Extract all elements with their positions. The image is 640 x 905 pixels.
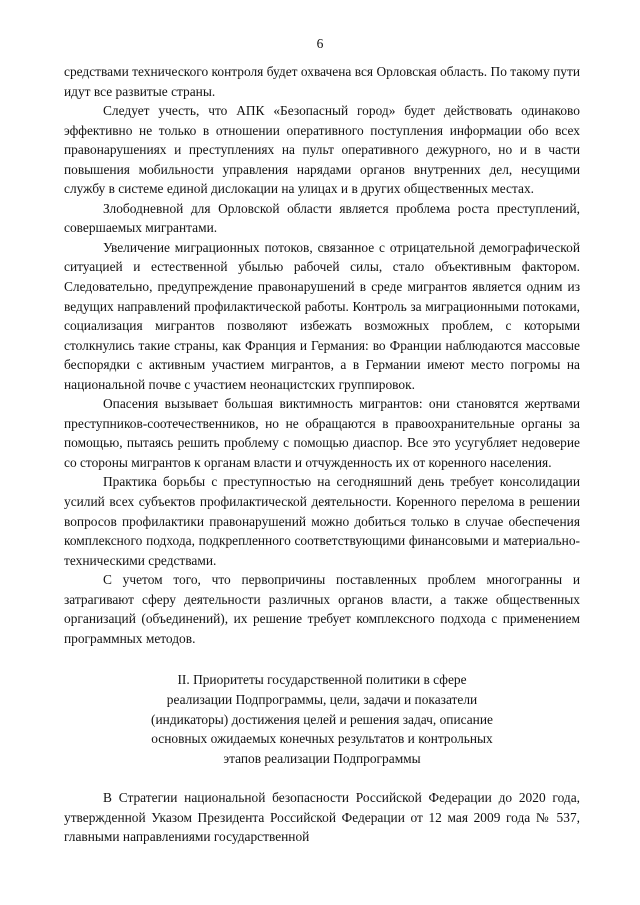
paragraph-apk-safe-city: Следует учесть, что АПК «Безопасный город» будет действовать одинаково эффективно не только в отношении оперативного поступления информации обо всех правонарушениях и преступлениях на пульт оперативного дежурного, но и в части повышения мобильности управления нарядами органов внутренних дел, несущими службу в системе единой дислокации на улицах и в других общественных местах. — [64, 103, 580, 197]
paragraph-migrant-crime: Злободневной для Орловской области является проблема роста преступлений, совершаемых мигрантами. — [64, 200, 580, 236]
paragraph-crime-prevention: Практика борьбы с преступностью на сегодняшний день требует консолидации усилий всех субъектов профилактической деятельности. Коренного перелома в решении вопросов профилактики правонарушений можно добиться только в случае обеспечения комплексного подхода, подкрепленного соответствующими финансовыми и материально-техническими средствами. — [64, 474, 580, 568]
section-heading-line: основных ожидаемых конечных результатов и контрольных — [151, 731, 493, 747]
paragraph-program-methods: С учетом того, что первопричины поставленных проблем многогранны и затрагивают сферу деятельности различных органов власти, а также общественных организаций (объединений), их решение требует комплексного подхода с применением программных методов. — [64, 572, 580, 646]
page-number: 6 — [316, 36, 324, 51]
paragraph-national-security-strategy: В Стратегии национальной безопасности Российской Федерации до 2020 года, утвержденной Указом Президента Российской Федерации от 12 мая 2009 года № 537, главными направлениями государственной — [64, 790, 580, 845]
section-heading-line: (индикаторы) достижения целей и решения задач, описание — [151, 711, 493, 727]
document-body — [64, 62, 580, 847]
section-heading-line: этапов реализации Подпрограммы — [223, 750, 421, 766]
paragraph-victimization: Опасения вызывает большая виктимность мигрантов: они становятся жертвами преступников-соотечественников, но не обращаются в правоохранительные органы за помощью, пытаясь решить проблему с помощью диаспор. Все это усугубляет недоверие со стороны мигрантов к органам власти и отчужденность их от коренного населения. — [64, 396, 580, 470]
section-heading-line: II. Приоритеты государственной политики в сфере — [177, 672, 467, 688]
section-heading — [64, 670, 580, 768]
section-heading-line: реализации Подпрограммы, цели, задачи и показатели — [166, 691, 478, 707]
paragraph-continuation: средствами технического контроля будет охвачена вся Орловская область. По такому пути идут все развитые страны. — [64, 64, 580, 99]
paragraph-migration-flows: Увеличение миграционных потоков, связанное с отрицательной демографической ситуацией и естественной убылью рабочей силы, стало объективным фактором. Следовательно, предупреждение правонарушений в среде мигрантов является одним из ведущих направлений профилактической работы. Контроль за миграционными потоками, социализация мигрантов позволяют избежать возможных проблем, с которыми столкнулись такие страны, как Франция и Германия: во Франции наблюдаются массовые беспорядки с активным участием мигрантов, а в Германии имеют место погромы на национальной почве с участием неонацистских группировок. — [64, 239, 580, 392]
